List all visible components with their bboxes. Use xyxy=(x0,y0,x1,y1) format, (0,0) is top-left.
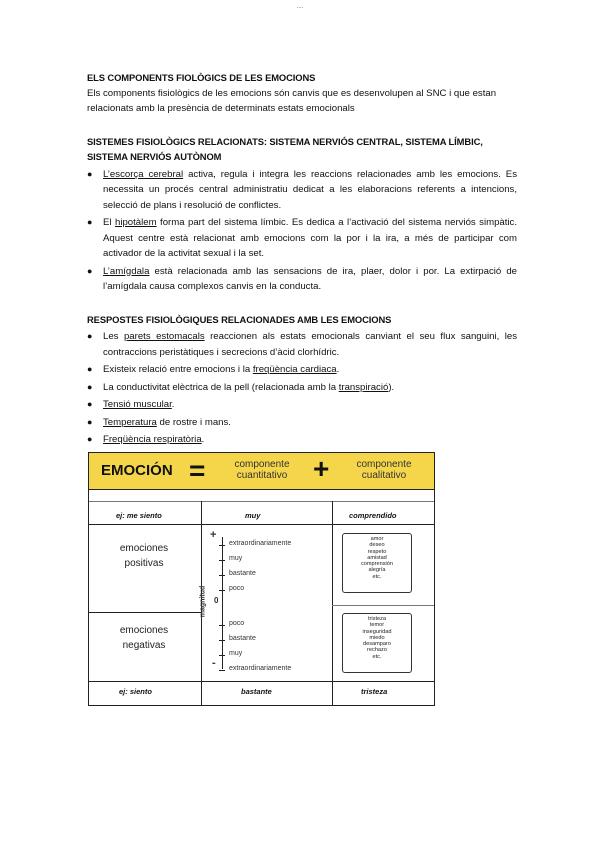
item-text: ). xyxy=(388,381,395,393)
item-pre: Existeix relació entre emocions i la xyxy=(103,364,253,375)
emotion-word: amor xyxy=(370,536,384,542)
section2-title-2: SISTEMA NERVIÓS AUTÒNOM xyxy=(87,151,222,162)
sub-rule xyxy=(89,501,434,502)
pos-line1: emociones xyxy=(119,543,169,554)
scale-tick xyxy=(219,560,225,561)
scale-label: bastante xyxy=(229,635,256,642)
top-rule xyxy=(89,489,434,490)
section1-title: ELS COMPONENTS FIOLÒGICS DE LES EMOCIONS xyxy=(87,72,316,83)
col2-header: muy xyxy=(245,511,261,520)
bullet-icon: ● xyxy=(87,434,93,444)
emotion-word: alegría xyxy=(368,567,386,574)
item-text: activa, regula i integra les reaccions relacionades amb les emocions. Es necessita un procés central administratiu dedicat a les elaboracions referents a intencions, selecció de plans i resolució de conflictes. xyxy=(103,168,517,211)
scale-label: muy xyxy=(229,650,243,657)
comp1-line2: cuantitativo xyxy=(236,470,288,481)
item-text: . xyxy=(171,399,175,410)
scale-label: muy xyxy=(229,555,243,562)
scale-label: extraordinariamente xyxy=(229,665,292,672)
scale-tick xyxy=(219,625,225,626)
section3-list xyxy=(87,329,517,448)
emotion-word: temor xyxy=(369,622,385,629)
comp2-line1: componente xyxy=(356,459,412,470)
zero-mark: 0 xyxy=(214,596,219,605)
plus-mark: + xyxy=(210,529,217,541)
emotion-word: comprensión xyxy=(360,561,394,568)
section2-list xyxy=(87,167,517,295)
emotion-word: etc. xyxy=(372,653,382,660)
item-link: Freqüència respiratòria xyxy=(103,434,202,445)
bullet-icon: ● xyxy=(87,399,93,409)
item-link: parets estomacals xyxy=(123,331,205,342)
list-item xyxy=(87,380,517,396)
scale-label: extraordinariamente xyxy=(229,540,292,547)
component-quant xyxy=(222,459,302,481)
footer-col1: ej: siento xyxy=(119,687,152,696)
emotion-word: desamparo xyxy=(363,641,391,648)
scale-axis xyxy=(222,537,223,669)
item-link: L’escorça cerebral xyxy=(103,168,184,180)
equals-sign: = xyxy=(189,455,206,486)
component-qual xyxy=(345,459,423,481)
list-item xyxy=(87,215,517,262)
item-text: reaccionen als estats emocionals canviant el seu flux sanguini, les contraccions peristàtiques i secrecions d’àcid clorhídric. xyxy=(103,331,517,358)
emotion-word: tristeza xyxy=(367,616,387,622)
scale-tick xyxy=(219,670,225,671)
list-item xyxy=(87,397,517,413)
header-mark: .... xyxy=(296,4,304,10)
item-pre: La conductivitat elèctrica de la pell (relacionada amb la xyxy=(103,381,339,393)
magnitud-label: magnitud xyxy=(199,585,207,618)
emotion-word: inseguridad xyxy=(362,628,392,635)
list-item xyxy=(87,167,517,214)
scale-tick xyxy=(219,545,225,546)
positive-label xyxy=(89,541,199,571)
section3-title: RESPOSTES FISIOLÒGIQUES RELACIONADES AMB LES EMOCIONS xyxy=(87,313,392,325)
col-divider-2 xyxy=(332,501,333,705)
header-row-rule xyxy=(89,524,434,525)
middle-rule xyxy=(89,612,201,613)
bullet-icon: ● xyxy=(87,265,93,276)
plus-sign: + xyxy=(313,453,330,484)
comp1-line1: componente xyxy=(234,459,290,470)
emotion-word: deseo xyxy=(369,542,385,549)
scale-tick xyxy=(219,590,225,591)
scale-tick xyxy=(219,655,225,656)
scale-label: poco xyxy=(229,620,245,627)
list-item xyxy=(87,432,517,448)
scale-label: bastante xyxy=(229,570,256,577)
section2-title-1: SISTEMES FISIOLÒGICS RELACIONATS: SISTEMA NERVIÓS CENTRAL, SISTEMA LÍMBIC, xyxy=(87,135,483,147)
bullet-icon: ● xyxy=(87,217,93,227)
bottom-row-rule xyxy=(89,681,434,682)
neg-line2: negativas xyxy=(122,640,166,651)
scale-label: poco xyxy=(229,585,245,592)
minus-mark: - xyxy=(212,657,216,669)
document-body xyxy=(87,66,517,448)
item-text: de rostre i mans. xyxy=(156,416,231,428)
comp2-line2: cualitativo xyxy=(361,470,407,481)
item-pre: Les xyxy=(103,331,124,342)
bullet-icon: ● xyxy=(87,416,93,427)
list-item xyxy=(87,264,517,295)
list-item xyxy=(87,329,517,360)
footer-col3: tristeza xyxy=(361,687,388,696)
emotion-word: rechazo xyxy=(367,647,387,654)
emocion-label: EMOCIÓN xyxy=(101,462,173,479)
positive-emotions-box xyxy=(342,533,412,593)
col3-header: comprendido xyxy=(349,511,397,520)
item-text: està relacionada amb las sensacions de ira, plaer, dolor i por. La extirpació de l’amígdala causa complexos canvis en la conducta. xyxy=(103,265,517,292)
emotion-word: miedo xyxy=(369,634,385,641)
negative-label xyxy=(89,623,199,653)
footer-col2: bastante xyxy=(241,687,272,696)
item-link: Tensió muscular xyxy=(103,399,172,410)
item-link: Temperatura xyxy=(103,416,157,428)
emotion-word: amistad xyxy=(367,554,387,561)
figure-header-bar xyxy=(89,453,434,489)
middle-rule-right xyxy=(332,605,434,606)
section1-text: Els components fisiològics de les emocions són canvis que es desenvolupen al SNC i que estan relacionats amb la presència de determinats estats emocionals xyxy=(87,87,497,114)
item-text: . xyxy=(336,364,340,375)
emotion-word: etc. xyxy=(372,573,382,580)
item-link: transpiració xyxy=(338,381,389,393)
pos-line2: positivas xyxy=(124,558,164,569)
bullet-icon: ● xyxy=(87,168,93,179)
item-link: hipotàlem xyxy=(114,217,157,228)
item-text: forma part del sistema límbic. Es dedica a l’activació del sistema nerviós simpàtic. Aquest centre està relacionat amb emocions com la por i la ira, a més de participar com activador de la activitat sexual i la set. xyxy=(103,217,517,259)
bullet-icon: ● xyxy=(87,381,93,392)
neg-line1: emociones xyxy=(119,625,169,636)
item-link: L’amígdala xyxy=(103,265,150,277)
bullet-icon: ● xyxy=(87,364,93,374)
scale-tick xyxy=(219,575,225,576)
emotion-figure xyxy=(88,452,435,706)
bullet-icon: ● xyxy=(87,331,93,341)
scale-tick xyxy=(219,640,225,641)
item-text: . xyxy=(201,434,205,445)
col1-header: ej: me siento xyxy=(116,511,162,520)
item-link: freqüència cardiaca xyxy=(252,364,337,375)
list-item xyxy=(87,415,517,431)
list-item xyxy=(87,362,517,378)
item-pre: El xyxy=(103,217,115,228)
emotion-word: respeto xyxy=(367,548,387,555)
negative-emotions-box xyxy=(342,613,412,673)
